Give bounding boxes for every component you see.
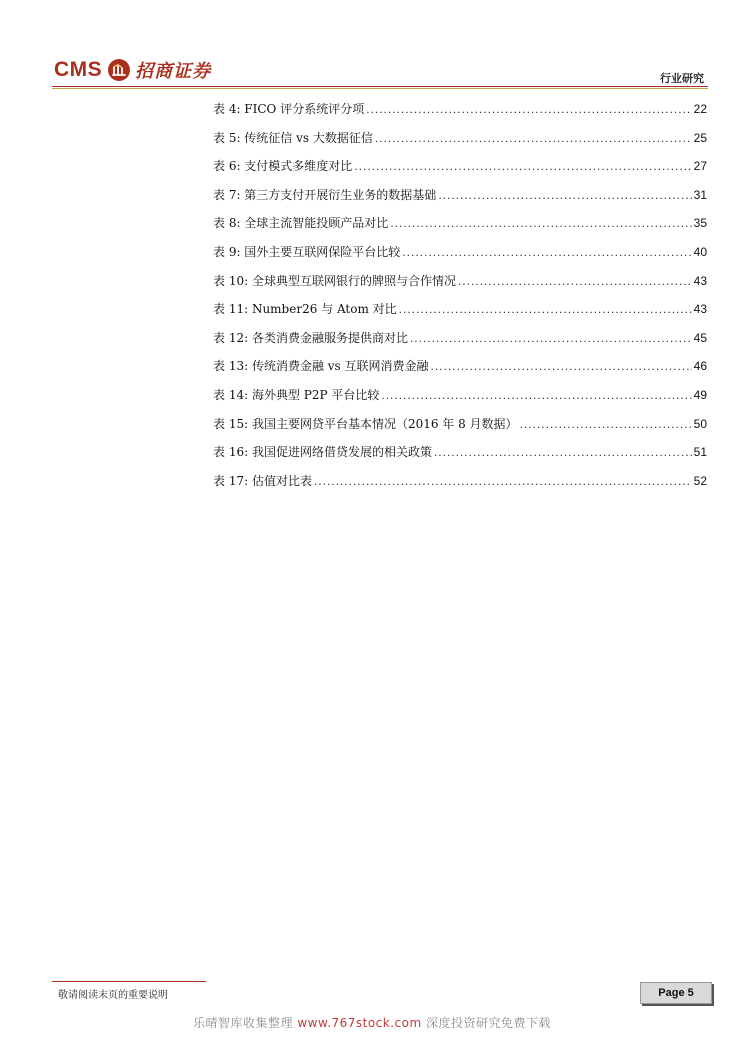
toc-leader-dots — [390, 216, 691, 230]
toc-entry[interactable] — [213, 157, 707, 186]
toc-entry-page: 45 — [693, 330, 707, 345]
toc-entry-page: 49 — [693, 387, 707, 402]
table-of-tables — [213, 100, 707, 500]
toc-entry-page: 52 — [693, 473, 707, 488]
footer-divider — [52, 981, 206, 982]
toc-entry-page: 50 — [693, 416, 707, 431]
toc-entry-label: 表 12: 各类消费金融服务提供商对比 — [213, 330, 408, 345]
page-number-badge: Page 5 — [640, 982, 712, 1004]
toc-entry[interactable] — [213, 443, 707, 472]
toc-leader-dots — [399, 302, 692, 316]
toc-entry-label: 表 4: FICO 评分系统评分项 — [213, 102, 365, 116]
logo-emblem-icon — [108, 59, 130, 81]
toc-entry[interactable] — [213, 186, 707, 215]
toc-entry-label: 表 5: 传统征信 vs 大数据征信 — [213, 130, 373, 145]
toc-leader-dots — [314, 474, 692, 488]
toc-entry-page: 51 — [693, 445, 707, 460]
toc-entry[interactable] — [213, 329, 707, 358]
header-divider-gold — [52, 88, 708, 89]
toc-entry[interactable] — [213, 357, 707, 386]
toc-leader-dots — [458, 274, 692, 288]
toc-entry-page: 22 — [693, 102, 707, 116]
watermark — [0, 1014, 744, 1031]
toc-entry-label: 表 9: 国外主要互联网保险平台比较 — [213, 244, 401, 259]
footer-disclaimer-note: 敬请阅读末页的重要说明 — [58, 990, 168, 1001]
toc-leader-dots — [438, 188, 691, 202]
toc-entry-label: 表 17: 估值对比表 — [213, 473, 312, 488]
logo-chinese-name: 招商证券 — [135, 61, 212, 82]
section-tag: 行业研究 — [660, 72, 704, 85]
toc-entry[interactable] — [213, 100, 707, 129]
logo-text: CMS — [54, 58, 103, 81]
header-divider — [52, 86, 708, 87]
toc-entry-page: 46 — [693, 359, 707, 374]
toc-entry[interactable] — [213, 386, 707, 415]
toc-entry-page: 25 — [693, 130, 707, 145]
page-header — [0, 0, 744, 90]
toc-leader-dots — [381, 388, 691, 402]
toc-entry[interactable] — [213, 214, 707, 243]
toc-entry[interactable] — [213, 129, 707, 158]
toc-entry-label: 表 15: 我国主要网贷平台基本情况（2016 年 8 月数据） — [213, 416, 518, 431]
toc-entry[interactable] — [213, 243, 707, 272]
toc-entry[interactable] — [213, 300, 707, 329]
toc-entry-label: 表 16: 我国促进网络借贷发展的相关政策 — [213, 445, 432, 460]
toc-entry-label: 表 14: 海外典型 P2P 平台比较 — [213, 387, 380, 402]
toc-leader-dots — [520, 417, 692, 431]
toc-entry-page: 43 — [693, 302, 707, 317]
toc-leader-dots — [410, 331, 692, 345]
toc-leader-dots — [402, 245, 691, 259]
toc-entry-label: 表 6: 支付模式多维度对比 — [213, 159, 353, 174]
toc-entry-label: 表 13: 传统消费金融 vs 互联网消费金融 — [213, 359, 429, 374]
toc-leader-dots — [354, 159, 691, 173]
toc-leader-dots — [431, 359, 692, 373]
toc-entry-label: 表 8: 全球主流智能投顾产品对比 — [213, 216, 389, 231]
watermark-suffix: 深度投资研究免费下载 — [421, 1016, 551, 1030]
toc-leader-dots — [375, 131, 692, 145]
toc-entry-label: 表 11: Number26 与 Atom 对比 — [213, 302, 397, 317]
toc-entry-label: 表 10: 全球典型互联网银行的牌照与合作情况 — [213, 273, 456, 288]
toc-entry[interactable] — [213, 415, 707, 444]
toc-entry-page: 43 — [693, 273, 707, 288]
toc-entry-page: 40 — [693, 244, 707, 259]
toc-entry-page: 27 — [693, 159, 707, 174]
watermark-url[interactable]: www.767stock.com — [297, 1016, 422, 1030]
cms-logo — [54, 56, 211, 84]
toc-entry-page: 35 — [693, 216, 707, 231]
toc-leader-dots — [434, 445, 692, 459]
toc-entry-page: 31 — [693, 187, 707, 202]
toc-leader-dots — [366, 102, 691, 116]
toc-entry[interactable] — [213, 272, 707, 301]
toc-entry[interactable] — [213, 472, 707, 501]
toc-entry-label: 表 7: 第三方支付开展衍生业务的数据基础 — [213, 187, 437, 202]
watermark-prefix: 乐晴智库收集整理 — [192, 1016, 298, 1030]
